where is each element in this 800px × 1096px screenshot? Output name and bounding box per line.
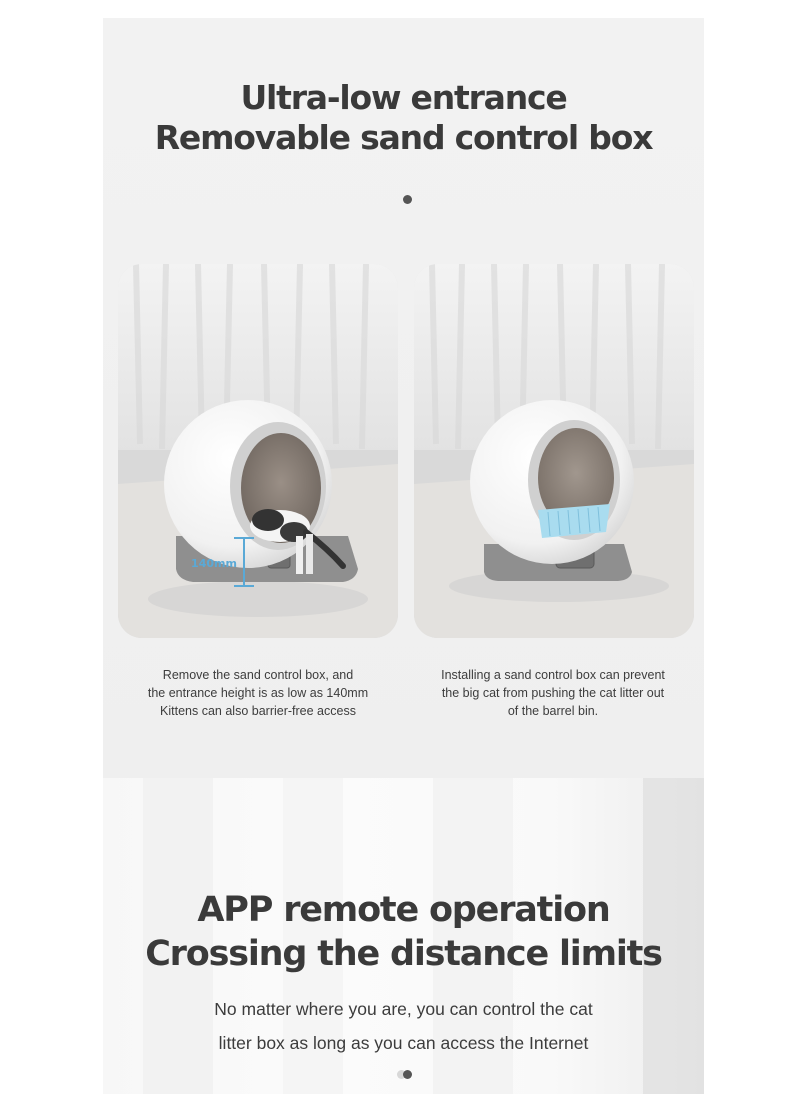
section-title-line1: Ultra-low entrance [240,78,567,117]
left-caption: Remove the sand control box, and the entrance height is as low as 140mm Kittens can also barrier-free access [147,668,369,718]
litter-box-with-sand-box-illustration [414,264,694,638]
app-subtitle-line2: litter box as long as you can access the Internet [218,1033,589,1053]
product-detail-panel [103,18,704,1094]
app-subtitle-line1: No matter where you are, you can control the cat [214,999,593,1019]
app-title-line2: Crossing the distance limits [145,934,662,974]
with-box-product-image [414,264,694,638]
divider-dot [403,195,412,204]
no-box-product-image [118,264,398,638]
right-caption: Installing a sand control box can prevent the big cat from pushing the cat litter out of the barrel bin. [441,668,665,718]
app-remote-section [103,778,704,1094]
entrance-height-label: 140mm [191,557,237,570]
entrance-section [103,18,704,778]
indicator-dot-active [403,1070,412,1079]
section-title-line2: Removable sand control box [154,118,653,157]
app-title-line1: APP remote operation [197,890,610,930]
litter-box-with-cat-illustration [118,264,398,638]
